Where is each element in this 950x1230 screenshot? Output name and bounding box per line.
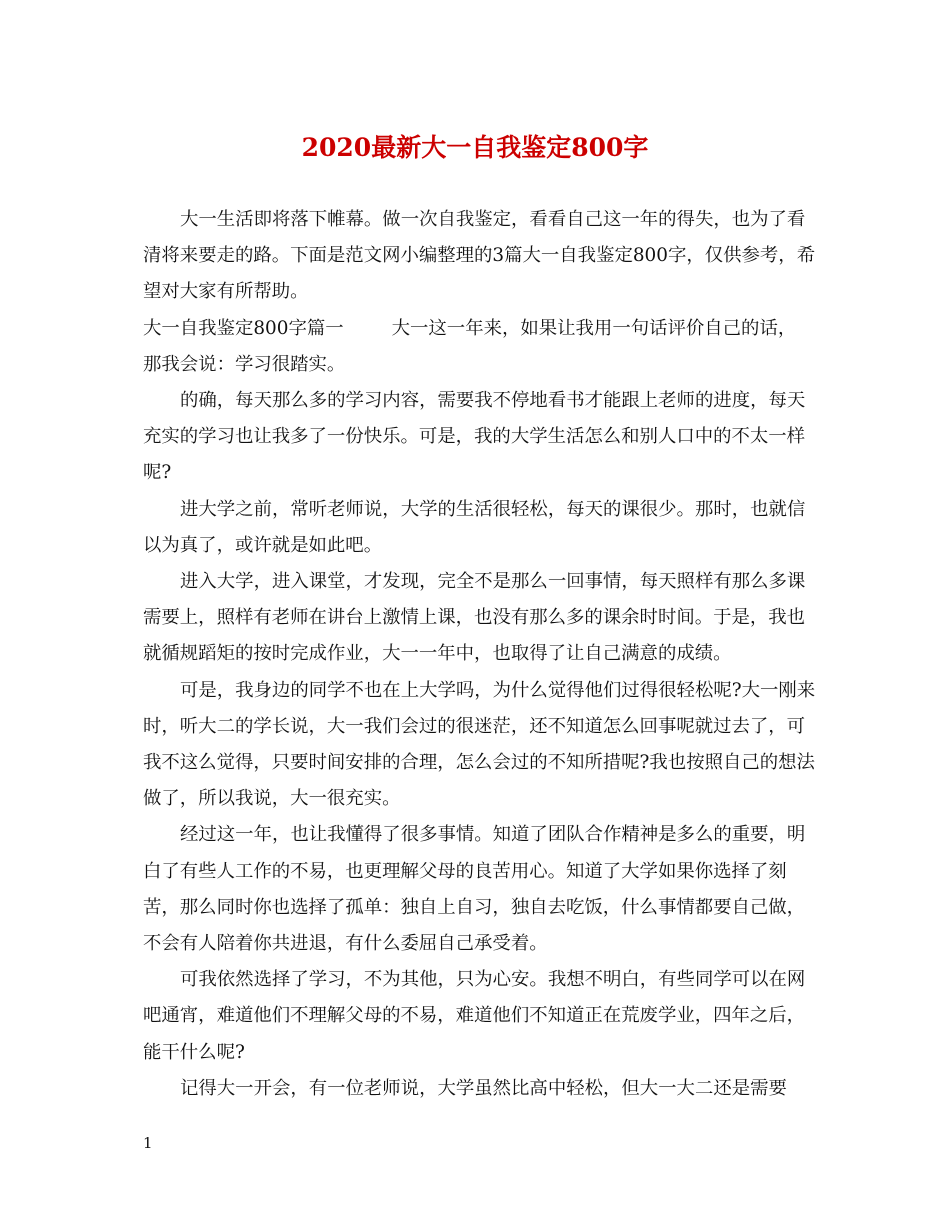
section-heading: 大一自我鉴定800字篇一: [143, 317, 344, 339]
body-paragraph-1: 的确，每天那么多的学习内容，需要我不停地看书才能跟上老师的进度，每天充实的学习也让我多了一份快乐。可是，我的大学生活怎么和别人口中的不太一样呢?: [143, 390, 806, 484]
page-number: 1: [143, 1134, 153, 1152]
intro-paragraph: 大一生活即将落下帷幕。做一次自我鉴定，看看自己这一年的得失，也为了看清将来要走的路。下面是范文网小编整理的3篇大一自我鉴定800字，仅供参考，希望对大家有所帮助。: [143, 209, 816, 303]
section-first-text: 大一这一年来，如果让我用一句话评价自己的话，: [391, 317, 797, 339]
body-paragraph-2: 进大学之前，常听老师说，大学的生活很轻松，每天的课很少。那时，也就信以为真了，或许就是如此吧。: [143, 498, 806, 556]
body-paragraph-6: 可我依然选择了学习，不为其他，只为心安。我想不明白，有些同学可以在网吧通宵，难道他们不理解父母的不易，难道他们不知道正在荒废学业，四年之后，能干什么呢?: [143, 969, 806, 1063]
document-body: [143, 202, 818, 1107]
body-paragraph-5: 经过这一年，也让我懂得了很多事情。知道了团队合作精神是多么的重要，明白了有些人工作的不易，也更理解父母的良苦用心。知道了大学如果你选择了刻苦，那么同时你也选择了孤单：独自上自习，独自去吃饭，什么事情都要自己做，不会有人陪着你共进退，有什么委屈自己承受着。: [143, 824, 806, 955]
body-paragraph-3: 进入大学，进入课堂，才发现，完全不是那么一回事情，每天照样有那么多课需要上，照样有老师在讲台上激情上课，也没有那么多的课余时时间。于是，我也就循规蹈矩的按时完成作业，大一一年中，也取得了让自己满意的成绩。: [143, 571, 806, 665]
section-first-continuation: 那我会说：学习很踏实。: [143, 353, 346, 375]
body-paragraph-7: 记得大一开会，有一位老师说，大学虽然比高中轻松，但大一大二还是需要: [180, 1077, 787, 1099]
document-title: 2020最新大一自我鉴定800字: [301, 133, 649, 162]
body-paragraph-4: 可是，我身边的同学不也在上大学吗，为什么觉得他们过得很轻松呢?大一刚来时，听大二的学长说，大一我们会过的很迷茫，还不知道怎么回事呢就过去了，可我不这么觉得，只要时间安排的合理，怎么会过的不知所措呢?我也按照自己的想法做了，所以我说，大一很充实。: [143, 679, 816, 810]
section-heading-line: [143, 311, 818, 347]
